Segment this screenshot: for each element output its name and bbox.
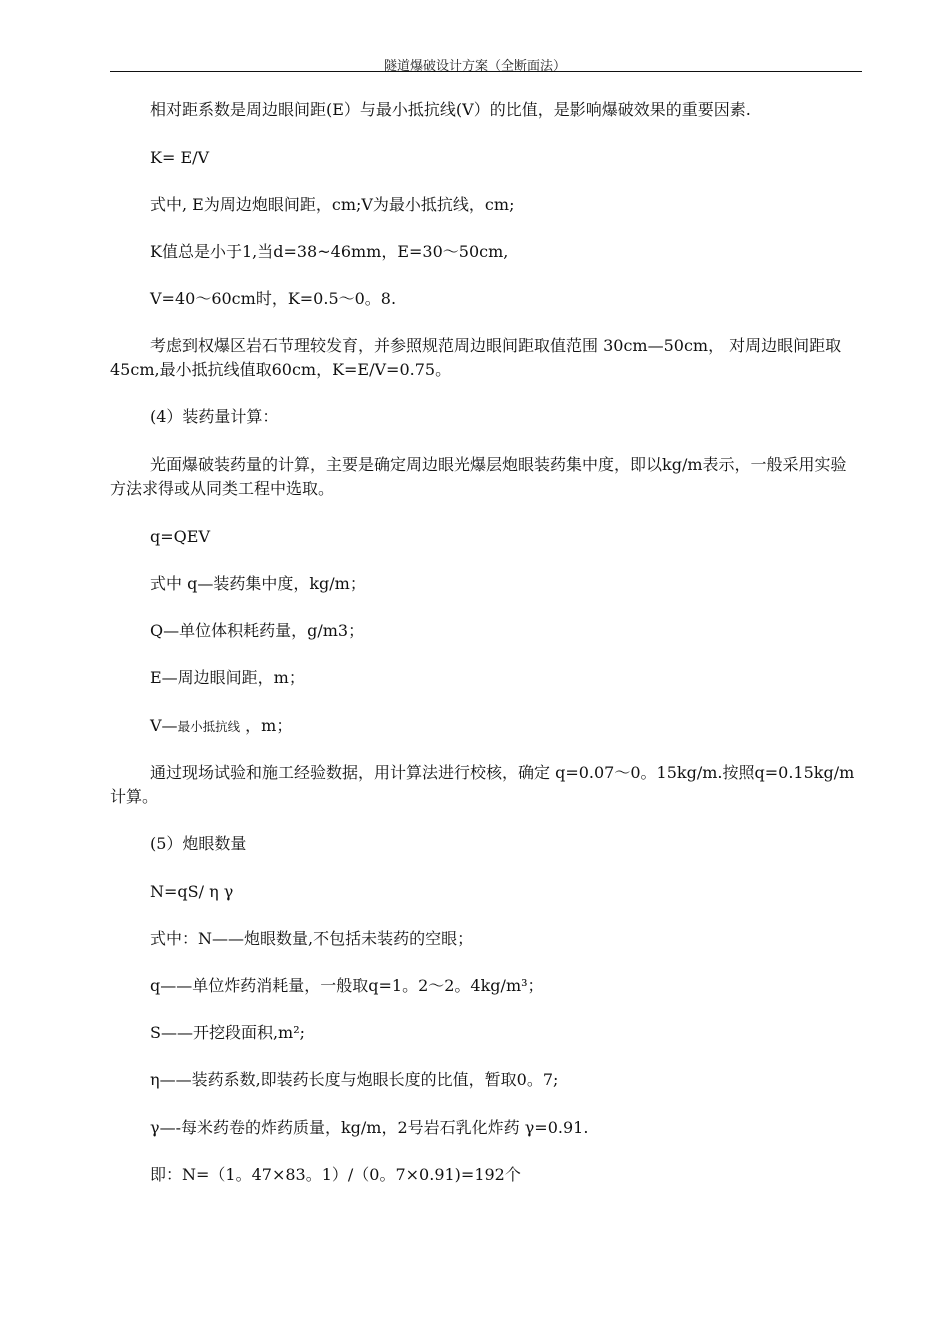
- section-heading-holes: (5）炮眼数量: [150, 834, 247, 853]
- definition-eta: η——装药系数,即装药长度与炮眼长度的比值，暂取0。7;: [150, 1070, 559, 1089]
- definition-v-suffix: ，m；: [240, 716, 293, 735]
- paragraph-charge-calc: 光面爆破装药量的计算，主要是确定周边眼光爆层炮眼装药集中度，即以kg/m表示，一般采用实验方法求得或从同类工程中选取。: [110, 455, 847, 498]
- paragraph-v-range: V=40～60cm时，K=0.5～0。8.: [150, 289, 397, 308]
- paragraph-relative-distance: 相对距系数是周边眼间距(E）与最小抵抗线(V）的比值，是影响爆破效果的重要因素.: [150, 100, 751, 119]
- formula-n: N=qS/ η γ: [150, 882, 234, 901]
- paragraph-definitions-ev: 式中, E为周边炮眼间距，cm;V为最小抵抗线，cm;: [150, 195, 515, 214]
- section-heading-charge: (4）装药量计算：: [150, 407, 279, 426]
- definition-v-term: 最小抵抗线: [177, 719, 241, 734]
- paragraph-spacing-choice: 考虑到权爆区岩石节理较发育，并参照规范周边眼间距取值范围 30cm—50cm， 对周边眼间距取45cm,最小抵抗线值取60cm，K=E/V=0.75。: [110, 336, 842, 379]
- definition-gamma: γ—-每米药卷的炸药质量，kg/m，2号岩石乳化炸药 γ=0.91.: [150, 1118, 589, 1137]
- definition-S: S——开挖段面积,m²;: [150, 1023, 306, 1042]
- paragraph-verification: 通过现场试验和施工经验数据，用计算法进行校核，确定 q=0.07～0。15kg/m.按照q=0.15kg/m计算。: [110, 763, 855, 806]
- definition-E: E—周边眼间距，m；: [150, 668, 305, 687]
- header-rule: [110, 71, 862, 72]
- formula-k: K= E/V: [150, 148, 210, 167]
- formula-q: q=QEV: [150, 527, 210, 546]
- definition-q: 式中 q—装药集中度，kg/m；: [150, 574, 366, 593]
- definition-Q: Q—单位体积耗药量，g/m3；: [150, 621, 365, 640]
- definition-q-unit: q——单位炸药消耗量，一般取q=1。2～2。4kg/m³；: [150, 976, 544, 995]
- page-header-title: 隧道爆破设计方案（全断面法）: [383, 59, 566, 74]
- definition-v-prefix: V—: [150, 716, 178, 735]
- result-n: 即：N=（1。47×83。1）/（0。7×0.91)=192个: [150, 1165, 521, 1184]
- definition-V: [110, 714, 862, 739]
- definition-N: 式中：N——炮眼数量,不包括未装药的空眼；: [150, 929, 474, 948]
- paragraph-k-range: K值总是小于1,当d=38~46mm，E=30～50cm,: [150, 242, 509, 261]
